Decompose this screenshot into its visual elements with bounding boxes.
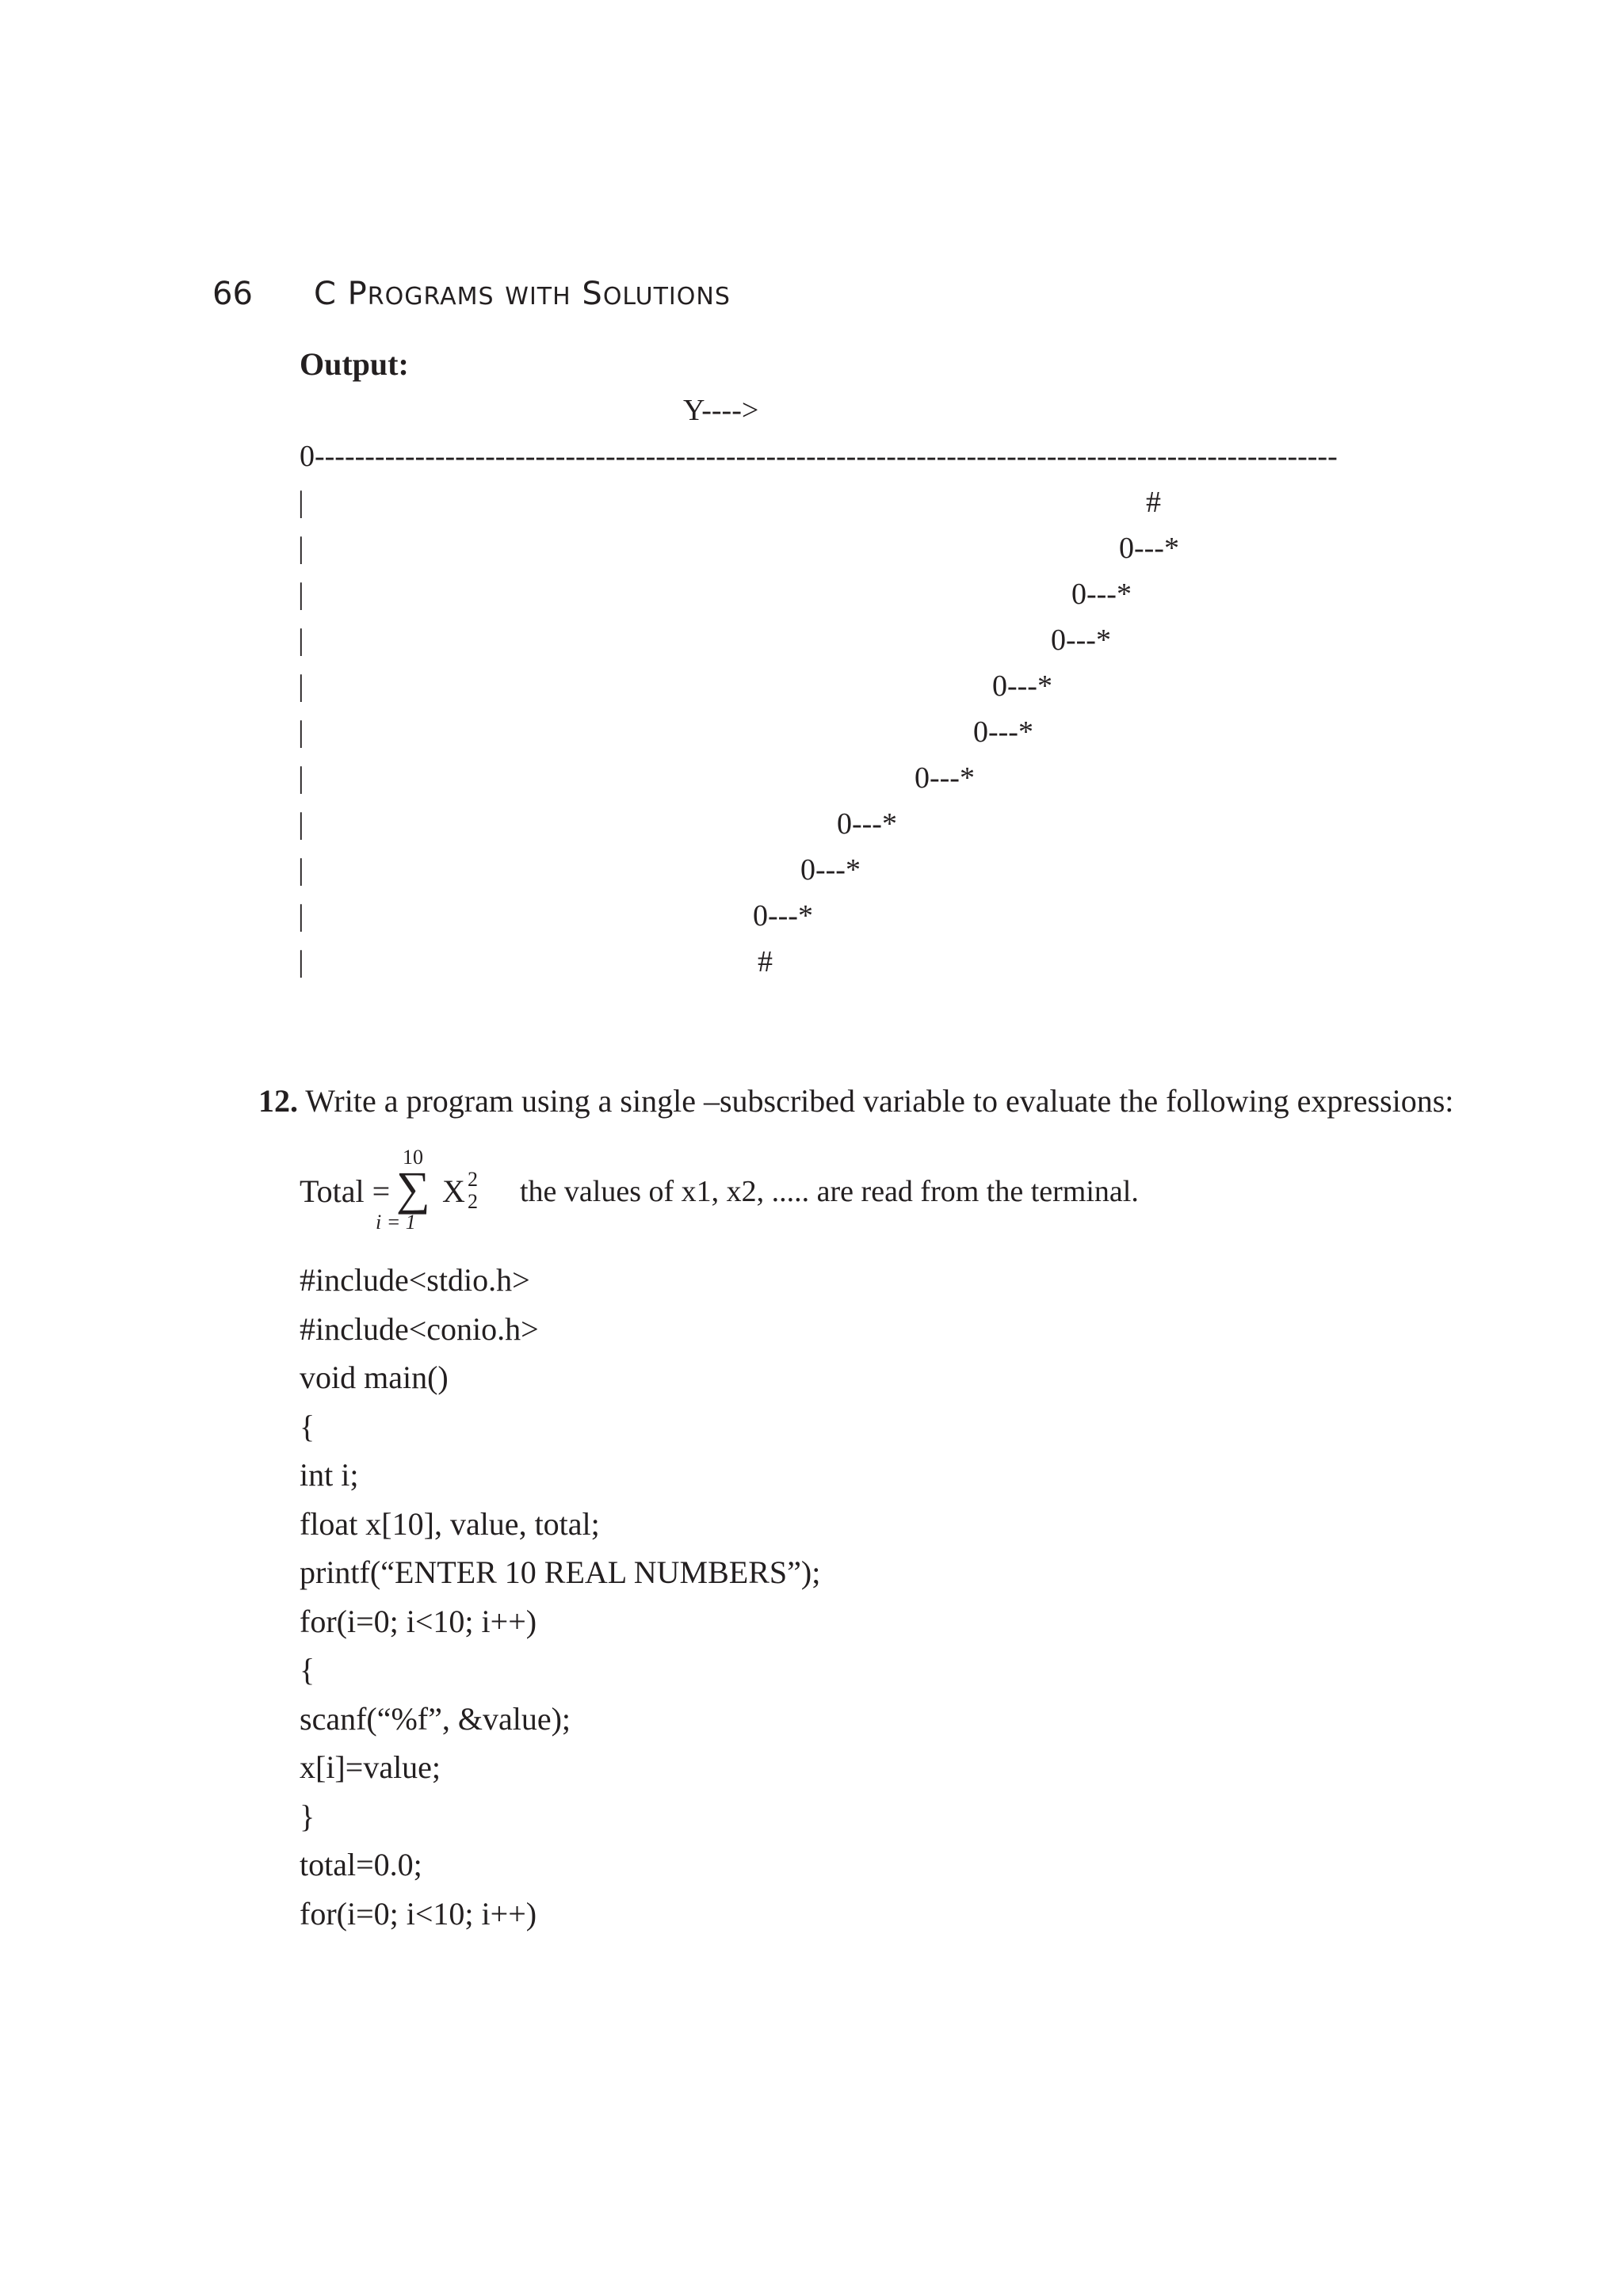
sigma-symbol: ∑ [396, 1162, 430, 1215]
code-line: for(i=0; i<10; i++) [300, 1895, 537, 1932]
x-axis-line: 0------------------------------------------------------------------------------------------------------ [300, 440, 1338, 473]
summation-term [442, 1173, 465, 1210]
code-line: x[i]=value; [300, 1749, 441, 1785]
axis-bar: | [298, 899, 304, 933]
axis-bar: | [298, 807, 304, 841]
output-label: Output: [300, 346, 409, 382]
title-with: WITH [505, 283, 571, 311]
code-line: { [300, 1408, 315, 1444]
plot-point: # [1146, 486, 1161, 519]
axis-bar: | [298, 853, 304, 887]
axis-bar: | [298, 761, 304, 795]
axis-bar: | [298, 945, 304, 978]
y-axis-label: Y----> [683, 394, 759, 427]
plot-point: 0---* [800, 853, 861, 887]
code-line: #include<stdio.h> [300, 1262, 530, 1298]
formula-lhs: Total = [300, 1173, 391, 1209]
running-title [314, 276, 731, 312]
axis-bar: | [298, 715, 304, 749]
code-line: total=0.0; [300, 1847, 422, 1882]
axis-bar: | [298, 486, 304, 519]
sigma-upper-limit: 10 [403, 1146, 423, 1169]
formula-note: the values of x1, x2, ..... are read from the terminal. [520, 1175, 1139, 1208]
plot-point: 0---* [837, 807, 897, 841]
code-line: int i; [300, 1457, 359, 1493]
code-line: for(i=0; i<10; i++) [300, 1603, 537, 1639]
title-programs: PROGRAMS [347, 276, 495, 312]
code-line: { [300, 1652, 315, 1688]
code-line: } [300, 1798, 315, 1834]
plot-point: 0---* [992, 669, 1052, 703]
plot-point: 0---* [1051, 624, 1111, 657]
page-number: 66 [212, 276, 253, 312]
term-superscript: 2 [468, 1168, 478, 1191]
code-line: printf(“ENTER 10 REAL NUMBERS”); [300, 1554, 821, 1590]
code-line: float x[10], value, total; [300, 1505, 600, 1542]
code-line: #include<conio.h> [300, 1310, 539, 1347]
plot-point: # [758, 945, 773, 978]
plot-point: 0---* [973, 715, 1033, 749]
plot-point: 0---* [1119, 532, 1179, 565]
question-12 [258, 1082, 1453, 1119]
code-line: scanf(“%f”, &value); [300, 1700, 571, 1737]
plot-point: 0---* [1071, 578, 1132, 611]
axis-bar: | [298, 578, 304, 611]
plot-point: 0---* [753, 899, 813, 933]
sigma-lower-limit: i = 1 [376, 1211, 416, 1234]
axis-bar: | [298, 669, 304, 703]
question-number: 12. [258, 1083, 298, 1119]
title-solutions: SOLUTIONS [582, 276, 731, 312]
title-c: C [314, 276, 337, 312]
axis-bar: | [298, 532, 304, 565]
plot-point: 0---* [915, 761, 975, 795]
question-text: Write a program using a single –subscribed variable to evaluate the following expressions: [305, 1083, 1454, 1119]
code-line: void main() [300, 1360, 449, 1395]
axis-bar: | [298, 624, 304, 657]
term-subscript: 2 [468, 1190, 478, 1213]
term-base: X [442, 1173, 465, 1209]
